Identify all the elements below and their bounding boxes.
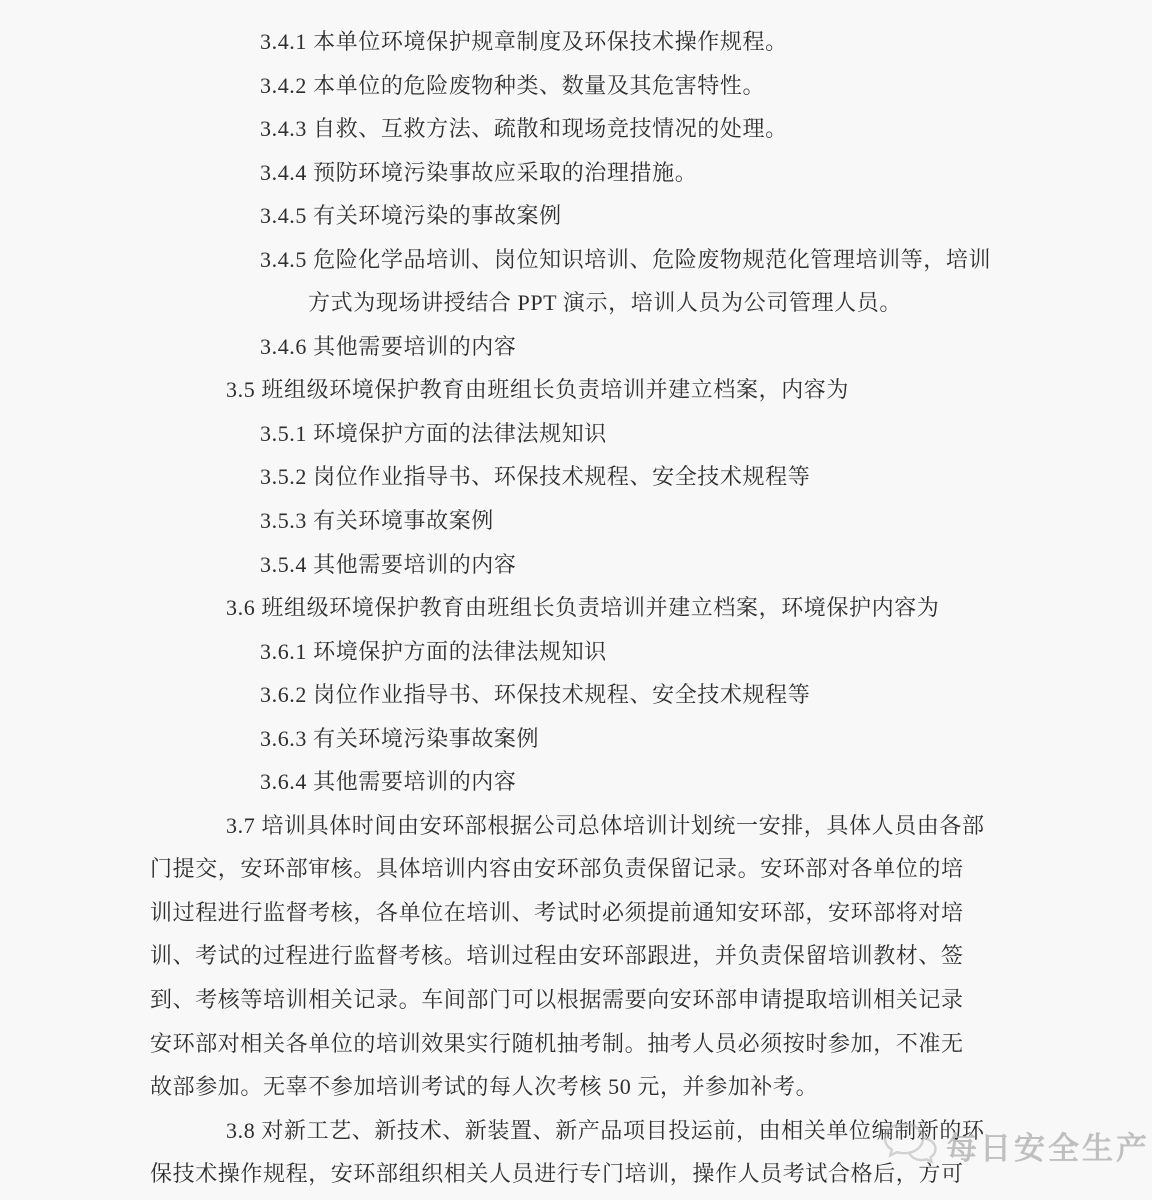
text-line: 安环部对相关各单位的培训效果实行随机抽考制。抽考人员必须按时参加，不准无 [150, 1030, 964, 1056]
text-line: 3.6.1 环境保护方面的法律法规知识 [260, 638, 607, 664]
text-line: 训过程进行监督考核，各单位在培训、考试时必须提前通知安环部，安环部将对培 [150, 899, 964, 925]
text-line: 3.5.4 其他需要培训的内容 [260, 551, 517, 577]
text-line: 方式为现场讲授结合 PPT 演示，培训人员为公司管理人员。 [308, 290, 902, 316]
text-line: 3.5.3 有关环境事故案例 [260, 508, 494, 534]
text-line: 3.4.2 本单位的危险废物种类、数量及其危害特性。 [260, 72, 766, 98]
text-line: 3.6.4 其他需要培训的内容 [260, 769, 517, 795]
text-line: 故部参加。无辜不参加培训考试的每人次考核 50 元，并参加补考。 [150, 1074, 819, 1100]
text-line: 3.4.3 自救、互救方法、疏散和现场竞技情况的处理。 [260, 116, 788, 142]
text-line: 3.5.1 环境保护方面的法律法规知识 [260, 420, 607, 446]
text-line: 3.6.3 有关环境污染事故案例 [260, 725, 540, 751]
text-line: 3.6 班组级环境保护教育由班组长负责培训并建立档案，环境保护内容为 [226, 595, 940, 621]
text-line: 3.4.4 预防环境污染事故应采取的治理措施。 [260, 159, 698, 185]
text-line: 3.4.5 危险化学品培训、岗位知识培训、危险废物规范化管理培训等，培训 [260, 246, 992, 272]
text-line: 3.8 对新工艺、新技术、新装置、新产品项目投运前，由相关单位编制新的环 [226, 1117, 985, 1143]
watermark-text: 每日安全生产 [946, 1131, 1150, 1166]
text-line: 3.5.2 岗位作业指导书、环保技术规程、安全技术规程等 [260, 464, 811, 490]
text-line: 3.4.1 本单位环境保护规章制度及环保技术操作规程。 [260, 29, 788, 54]
text-line: 训、考试的过程进行监督考核。培训过程由安环部跟进，并负责保留培训教材、签 [150, 943, 964, 969]
text-line: 3.7 培训具体时间由安环部根据公司总体培训计划统一安排，具体人员由各部 [226, 812, 985, 838]
document-lines [150, 20, 1010, 1196]
text-line: 保技术操作规程，安环部组织相关人员进行专门培训，操作人员考试合格后，方可 [150, 1161, 964, 1187]
text-line: 3.4.6 其他需要培训的内容 [260, 333, 517, 359]
text-line: 门提交，安环部审核。具体培训内容由安环部负责保留记录。安环部对各单位的培 [150, 856, 964, 882]
text-line: 3.6.2 岗位作业指导书、环保技术规程、安全技术规程等 [260, 682, 811, 708]
text-line: 3.5 班组级环境保护教育由班组长负责培训并建立档案，内容为 [226, 377, 850, 403]
text-line: 到、考核等培训相关记录。车间部门可以根据需要向安环部申请提取培训相关记录 [150, 987, 964, 1013]
text-line: 3.4.5 有关环境污染的事故案例 [260, 203, 562, 229]
